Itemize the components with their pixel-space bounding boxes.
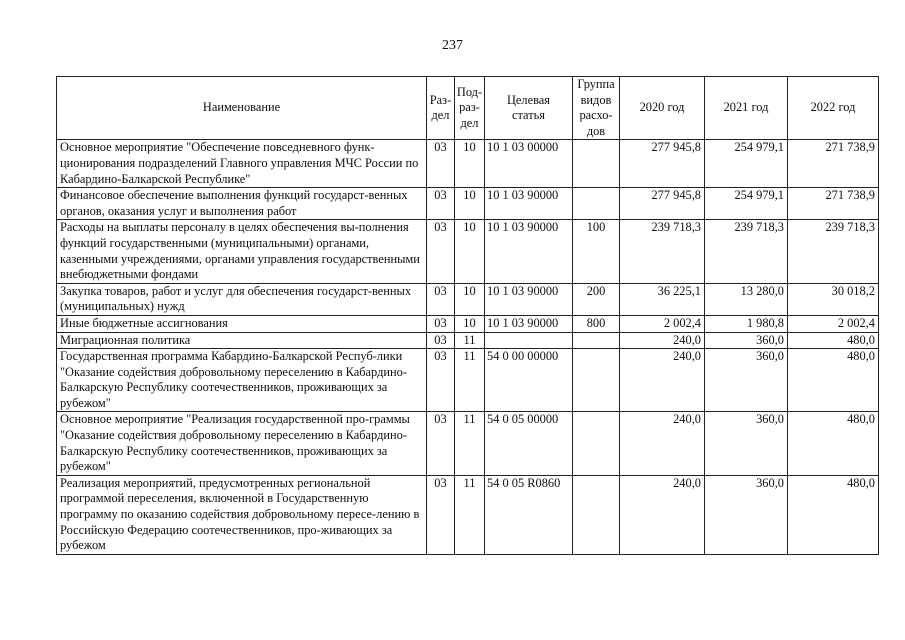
cell-section: 03 [427, 140, 455, 188]
cell-subsection: 11 [455, 475, 485, 554]
cell-2021: 1 980,8 [705, 315, 788, 332]
cell-name: Основное мероприятие "Обеспечение повседневного функ-ционирования подразделений Главного управления МЧС России по Кабардино-Балкарской Республике" [57, 140, 427, 188]
cell-2020: 277 945,8 [620, 188, 705, 220]
cell-2021: 254 979,1 [705, 188, 788, 220]
cell-target-article: 10 1 03 90000 [485, 283, 573, 315]
cell-section: 03 [427, 412, 455, 475]
cell-2020: 240,0 [620, 332, 705, 349]
cell-2022: 480,0 [788, 349, 879, 412]
table-row [57, 315, 879, 332]
table-row [57, 475, 879, 554]
cell-expense-group [573, 188, 620, 220]
header-target-article: Целевая статья [485, 77, 573, 140]
cell-expense-group [573, 332, 620, 349]
cell-2020: 240,0 [620, 475, 705, 554]
table-row [57, 349, 879, 412]
cell-target-article [485, 332, 573, 349]
cell-expense-group [573, 475, 620, 554]
header-2021: 2021 год [705, 77, 788, 140]
header-row [57, 77, 879, 140]
cell-target-article: 10 1 03 90000 [485, 220, 573, 283]
cell-2021: 13 280,0 [705, 283, 788, 315]
cell-2022: 271 738,9 [788, 140, 879, 188]
cell-subsection: 11 [455, 332, 485, 349]
cell-2020: 239 718,3 [620, 220, 705, 283]
cell-name: Расходы на выплаты персоналу в целях обеспечения вы-полнения функций государственными (муниципальными) органами, казенными учреждениями, органами управления государственными внебюджетными фондами [57, 220, 427, 283]
cell-2022: 480,0 [788, 475, 879, 554]
table-row [57, 332, 879, 349]
header-subsection: Под- раз- дел [455, 77, 485, 140]
cell-2020: 277 945,8 [620, 140, 705, 188]
cell-name: Закупка товаров, работ и услуг для обеспечения государст-венных (муниципальных) нужд [57, 283, 427, 315]
cell-name: Основное мероприятие "Реализация государственной про-граммы "Оказание содействия добровольному переселению в Кабардино-Балкарскую Республику соотечественников, проживающих за рубежом" [57, 412, 427, 475]
cell-name: Государственная программа Кабардино-Балкарской Респуб-лики "Оказание содействия добровольному переселению в Кабардино-Балкарскую Республику соотечественников, проживающих за рубежом" [57, 349, 427, 412]
cell-2021: 360,0 [705, 475, 788, 554]
cell-2021: 360,0 [705, 332, 788, 349]
cell-section: 03 [427, 220, 455, 283]
cell-subsection: 10 [455, 220, 485, 283]
budget-table [56, 76, 879, 555]
cell-2021: 360,0 [705, 412, 788, 475]
table-row [57, 188, 879, 220]
cell-2022: 239 718,3 [788, 220, 879, 283]
cell-subsection: 10 [455, 140, 485, 188]
cell-name: Иные бюджетные ассигнования [57, 315, 427, 332]
table-row [57, 283, 879, 315]
table-row [57, 220, 879, 283]
cell-2020: 240,0 [620, 349, 705, 412]
cell-subsection: 11 [455, 349, 485, 412]
cell-name: Реализация мероприятий, предусмотренных региональной программой переселения, включенной в Государственную программу по оказанию содействия добровольному пересе-лению в Российскую Федерацию соотечественников, про-живающих за рубежом [57, 475, 427, 554]
cell-target-article: 54 0 05 R0860 [485, 475, 573, 554]
page-number: 237 [442, 38, 463, 53]
header-2022: 2022 год [788, 77, 879, 140]
cell-2022: 30 018,2 [788, 283, 879, 315]
table-row [57, 140, 879, 188]
table-body [57, 140, 879, 554]
cell-section: 03 [427, 188, 455, 220]
cell-subsection: 11 [455, 412, 485, 475]
header-name: Наименование [57, 77, 427, 140]
cell-2022: 271 738,9 [788, 188, 879, 220]
cell-section: 03 [427, 349, 455, 412]
cell-2020: 2 002,4 [620, 315, 705, 332]
cell-2020: 240,0 [620, 412, 705, 475]
cell-name: Миграционная политика [57, 332, 427, 349]
cell-section: 03 [427, 475, 455, 554]
cell-2021: 254 979,1 [705, 140, 788, 188]
cell-2022: 2 002,4 [788, 315, 879, 332]
cell-section: 03 [427, 283, 455, 315]
cell-section: 03 [427, 315, 455, 332]
header-2020: 2020 год [620, 77, 705, 140]
cell-2021: 239 718,3 [705, 220, 788, 283]
cell-subsection: 10 [455, 283, 485, 315]
cell-expense-group: 100 [573, 220, 620, 283]
cell-target-article: 54 0 00 00000 [485, 349, 573, 412]
cell-name: Финансовое обеспечение выполнения функций государст-венных органов, оказания услуг и выполнения работ [57, 188, 427, 220]
cell-2021: 360,0 [705, 349, 788, 412]
cell-2022: 480,0 [788, 332, 879, 349]
cell-expense-group: 200 [573, 283, 620, 315]
table-row [57, 412, 879, 475]
cell-target-article: 10 1 03 00000 [485, 140, 573, 188]
cell-subsection: 10 [455, 188, 485, 220]
cell-expense-group: 800 [573, 315, 620, 332]
cell-expense-group [573, 140, 620, 188]
cell-subsection: 10 [455, 315, 485, 332]
cell-2022: 480,0 [788, 412, 879, 475]
cell-expense-group [573, 349, 620, 412]
cell-target-article: 10 1 03 90000 [485, 315, 573, 332]
header-section: Раз- дел [427, 77, 455, 140]
header-expense-group: Группа видов расхо- дов [573, 77, 620, 140]
cell-section: 03 [427, 332, 455, 349]
cell-2020: 36 225,1 [620, 283, 705, 315]
cell-target-article: 54 0 05 00000 [485, 412, 573, 475]
cell-target-article: 10 1 03 90000 [485, 188, 573, 220]
cell-expense-group [573, 412, 620, 475]
